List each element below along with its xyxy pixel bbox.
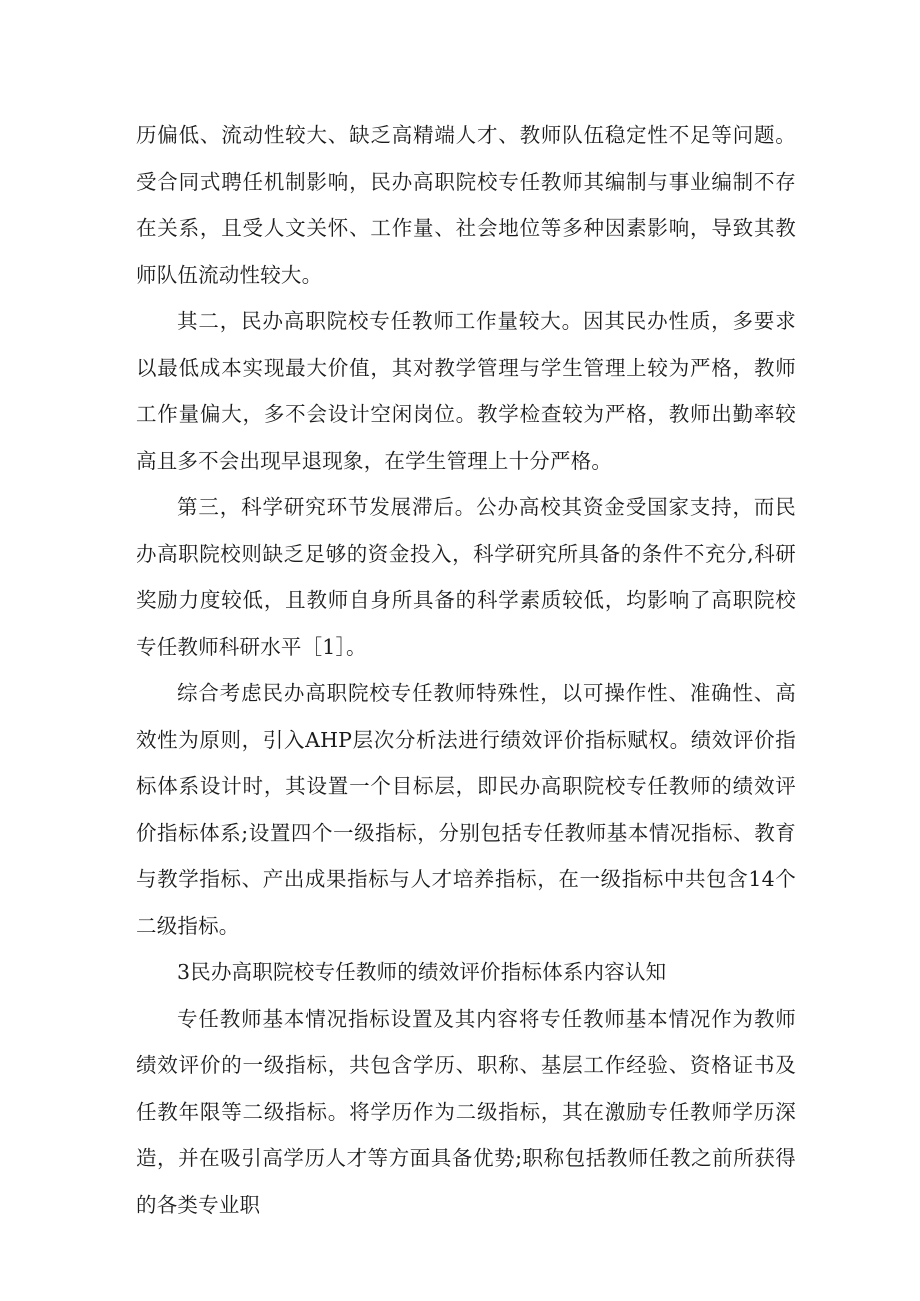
document-body (136, 112, 796, 1228)
paragraph-basic-indicators: 专任教师基本情况指标设置及其内容将专任教师基本情况作为教师绩效评价的一级指标，共包含学历、职称、基层工作经验、资格证书及任教年限等二级指标。将学历作为二级指标，其在激励专任教师学历深造，并在吸引高学历人才等方面具备优势;职称包括教师任教之前所获得的各类专业职 (136, 1006, 796, 1217)
section-heading: 3民办高职院校专任教师的绩效评价指标体系内容认知 (177, 960, 667, 984)
paragraph-workload: 其二，民办高职院校专任教师工作量较大。因其民办性质，多要求以最低成本实现最大价值，其对教学管理与学生管理上较为严格，教师工作量偏大，多不会设计空闲岗位。教学检查较为严格，教师出勤率较高且多不会出现早退现象，在学生管理上十分严格。 (136, 309, 796, 473)
paragraph-ahp-method: 综合考虑民办高职院校专任教师特殊性，以可操作性、准确性、高效性为原则，引入AHP层次分析法进行绩效评价指标赋权。绩效评价指标体系设计时，其设置一个目标层，即民办高职院校专任教师的绩效评价指标体系;设置四个一级指标，分别包括专任教师基本情况指标、教育与教学指标、产出成果指标与人才培养指标，在一级指标中共包含14个二级指标。 (136, 681, 796, 938)
paragraph-continuation: 历偏低、流动性较大、缺乏高精端人才、教师队伍稳定性不足等问题。受合同式聘任机制影响，民办高职院校专任教师其编制与事业编制不存在关系，且受人文关怀、工作量、社会地位等多种因素影响，导致其教师队伍流动性较大。 (136, 123, 796, 287)
paragraph-research: 第三，科学研究环节发展滞后。公办高校其资金受国家支持，而民办高职院校则缺乏足够的资金投入，科学研究所具备的条件不充分,科研奖励力度较低，且教师自身所具备的科学素质较低，均影响了高职院校专任教师科研水平［1］。 (136, 495, 796, 659)
